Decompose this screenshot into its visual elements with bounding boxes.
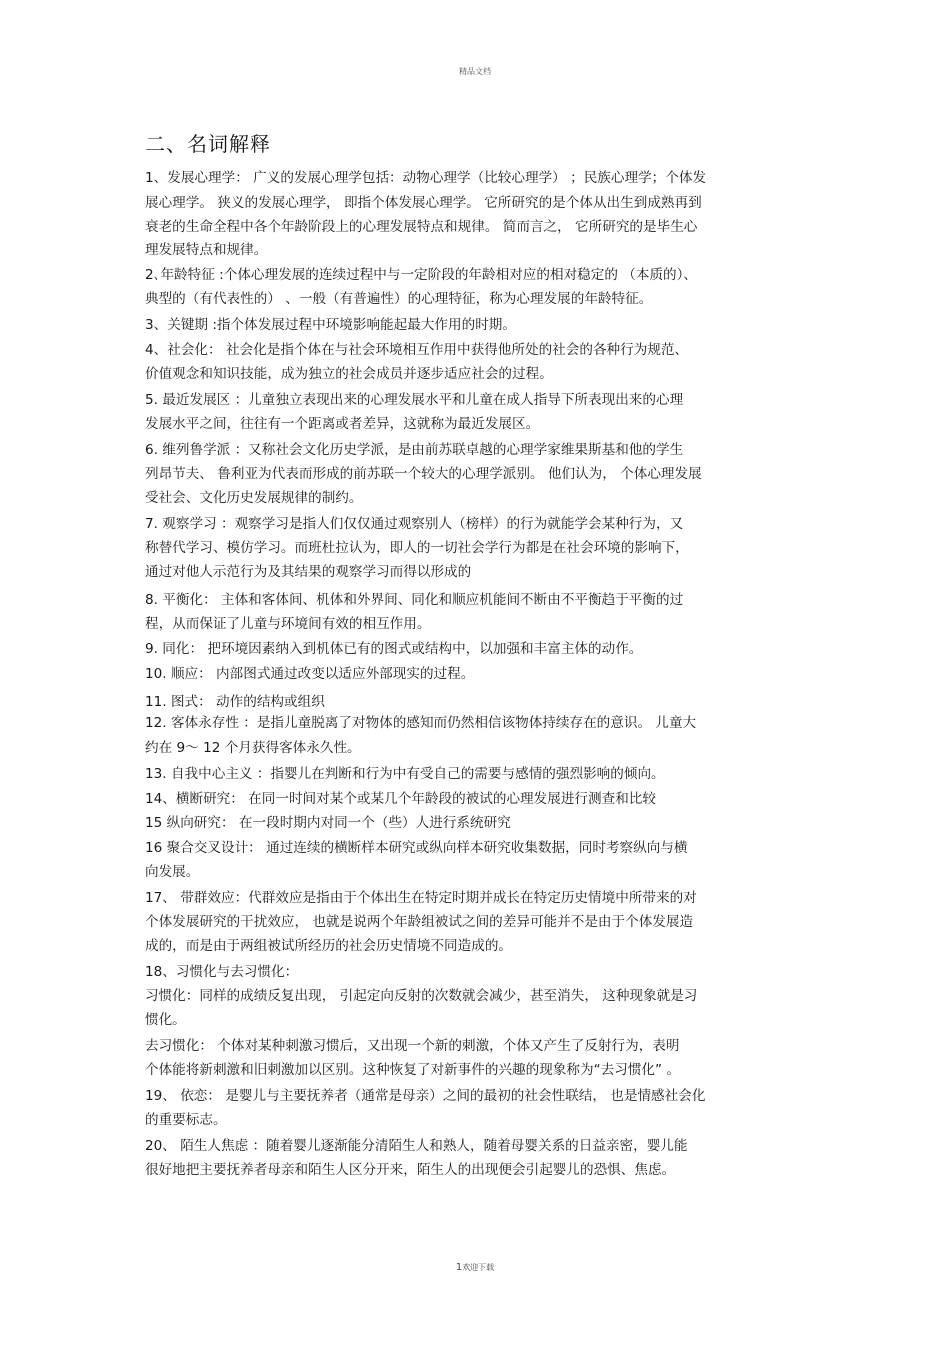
text-line: 成的，而是由于两组被试所经历的社会历史情境不同造成的。 [145, 938, 513, 954]
text-line: 9. 同化： 把环境因素纳入到机体已有的图式或结构中，以加强和丰富主体的动作。 [145, 641, 643, 657]
footer-text: 欢迎下载 [462, 1263, 495, 1272]
text-line: 通过对他人示范行为及其结果的观察学习而得以形成的 [145, 564, 472, 580]
page-number: 1 [455, 1262, 463, 1273]
text-line: 个体能将新刺激和旧刺激加以区别。这种恢复了对新事件的兴趣的现象称为“去习惯化” 。 [145, 1062, 680, 1078]
text-line: 很好地把主要抚养者母亲和陌生人区分开来，陌生人的出现便会引起婴儿的恐惧、焦虑。 [145, 1162, 676, 1178]
text-line: 习惯化：同样的成绩反复出现， 引起定向反射的次数就会减少，甚至消失， 这种现象就是习 [145, 988, 698, 1004]
text-line: 16 聚合交叉设计： 通过连续的横断样本研究或纵向样本研究收集数据，同时考察纵向与横 [145, 840, 688, 856]
text-line: 称替代学习、模仿学习。而班杜拉认为，即人的一切社会学行为都是在社会环境的影响下， [145, 540, 689, 556]
text-line: 1、发展心理学： 广义的发展心理学包括：动物心理学（比较心理学） ；民族心理学；个体发 [145, 170, 707, 186]
text-line: 去习惯化： 个体对某种刺激习惯后，又出现一个新的刺激，个体又产生了反射行为，表明 [145, 1038, 680, 1054]
text-line: 衰老的生命全程中各个年龄阶段上的心理发展特点和规律。 简而言之， 它所研究的是毕生心 [145, 219, 698, 235]
text-line: 4、社会化： 社会化是指个体在与社会环境相互作用中获得他所处的社会的各种行为规范、 [145, 342, 689, 358]
text-line: 理发展特点和规律。 [145, 242, 268, 258]
text-line: 发展水平之间，往往有一个距离或者差异，这就称为最近发展区。 [145, 416, 540, 432]
text-line: 价值观念和知识技能，成为独立的社会成员并逐步适应社会的过程。 [145, 366, 553, 382]
text-line: 展心理学。 狭义的发展心理学， 即指个体发展心理学。 它所研究的是个体从出生到成熟再到 [145, 195, 702, 211]
text-line: 6. 维列鲁学派 ：又称社会文化历史学派，是由前苏联卓越的心理学家维果斯基和他的学生 [145, 442, 684, 458]
text-line: 2､年龄特征 :个体心理发展的连续过程中与一定阶段的年龄相对应的相对稳定的 （本质的）、 [145, 267, 698, 283]
text-line: 8. 平衡化： 主体和客体间、机体和外界间、同化和顺应机能间不断由不平衡趋于平衡的过 [145, 592, 684, 608]
text-line: 约在 9～ 12 个月获得客体永久性。 [145, 740, 361, 756]
header-note: 精品文档 [459, 67, 491, 76]
text-line: 惯化。 [145, 1012, 186, 1028]
text-line: 列昂节夫、 鲁利亚为代表而形成的前苏联一个较大的心理学派别。 他们认为， 个体心理发展 [145, 466, 702, 482]
text-line: 11. 图式： 动作的结构或组织 [145, 694, 325, 710]
text-line: 向发展。 [145, 864, 200, 880]
text-line: 10. 顺应： 内部图式通过改变以适应外部现实的过程。 [145, 666, 475, 682]
text-line: 3、关键期 :指个体发展过程中环境影响能起最大作用的时期。 [145, 317, 516, 333]
text-line: 12. 客体永存性 ：是指儿童脱离了对物体的感知而仍然相信该物体持续存在的意识。 儿童大 [145, 715, 697, 731]
text-line: 17、 带群效应：代群效应是指由于个体出生在特定时期并成长在特定历史情境中所带来的对 [145, 890, 697, 906]
text-line: 程，从而保证了儿童与环境间有效的相互作用。 [145, 616, 431, 632]
text-line: 个体发展研究的干扰效应， 也就是说两个年龄组被试之间的差异可能并不是由于个体发展造 [145, 914, 694, 930]
text-line: 20、 陌生人焦虑 ：随着婴儿逐渐能分清陌生人和熟人，随着母婴关系的日益亲密，婴儿能 [145, 1138, 688, 1154]
text-line: 的重要标志。 [145, 1112, 227, 1128]
page-footer [0, 1262, 950, 1273]
text-line: 7. 观察学习 ：观察学习是指人们仅仅通过观察别人（榜样）的行为就能学会某种行为，又 [145, 516, 684, 532]
text-line: 18、习惯化与去习惯化： [145, 964, 299, 980]
text-line: 19、 依恋： 是婴儿与主要抚养者（通常是母亲）之间的最初的社会性联结， 也是情感社会化 [145, 1088, 706, 1104]
text-line: 5. 最近发展区 ：儿童独立表现出来的心理发展水平和儿童在成人指导下所表现出来的心理 [145, 392, 684, 408]
text-line: 15 纵向研究： 在一段时期内对同一个（些）人进行系统研究 [145, 815, 511, 831]
text-line: 受社会、文化历史发展规律的制约。 [145, 490, 363, 506]
text-line: 14、横断研究： 在同一时间对某个或某几个年龄段的被试的心理发展进行测查和比较 [145, 791, 656, 807]
text-line: 13. 自我中心主义 ：指婴儿在判断和行为中有受自己的需要与感情的强烈影响的倾向。 [145, 766, 665, 782]
section-title: 二、名词解释 [145, 132, 271, 156]
text-line: 典型的（有代表性的） 、一般（有普遍性）的心理特征，称为心理发展的年龄特征。 [145, 291, 653, 307]
